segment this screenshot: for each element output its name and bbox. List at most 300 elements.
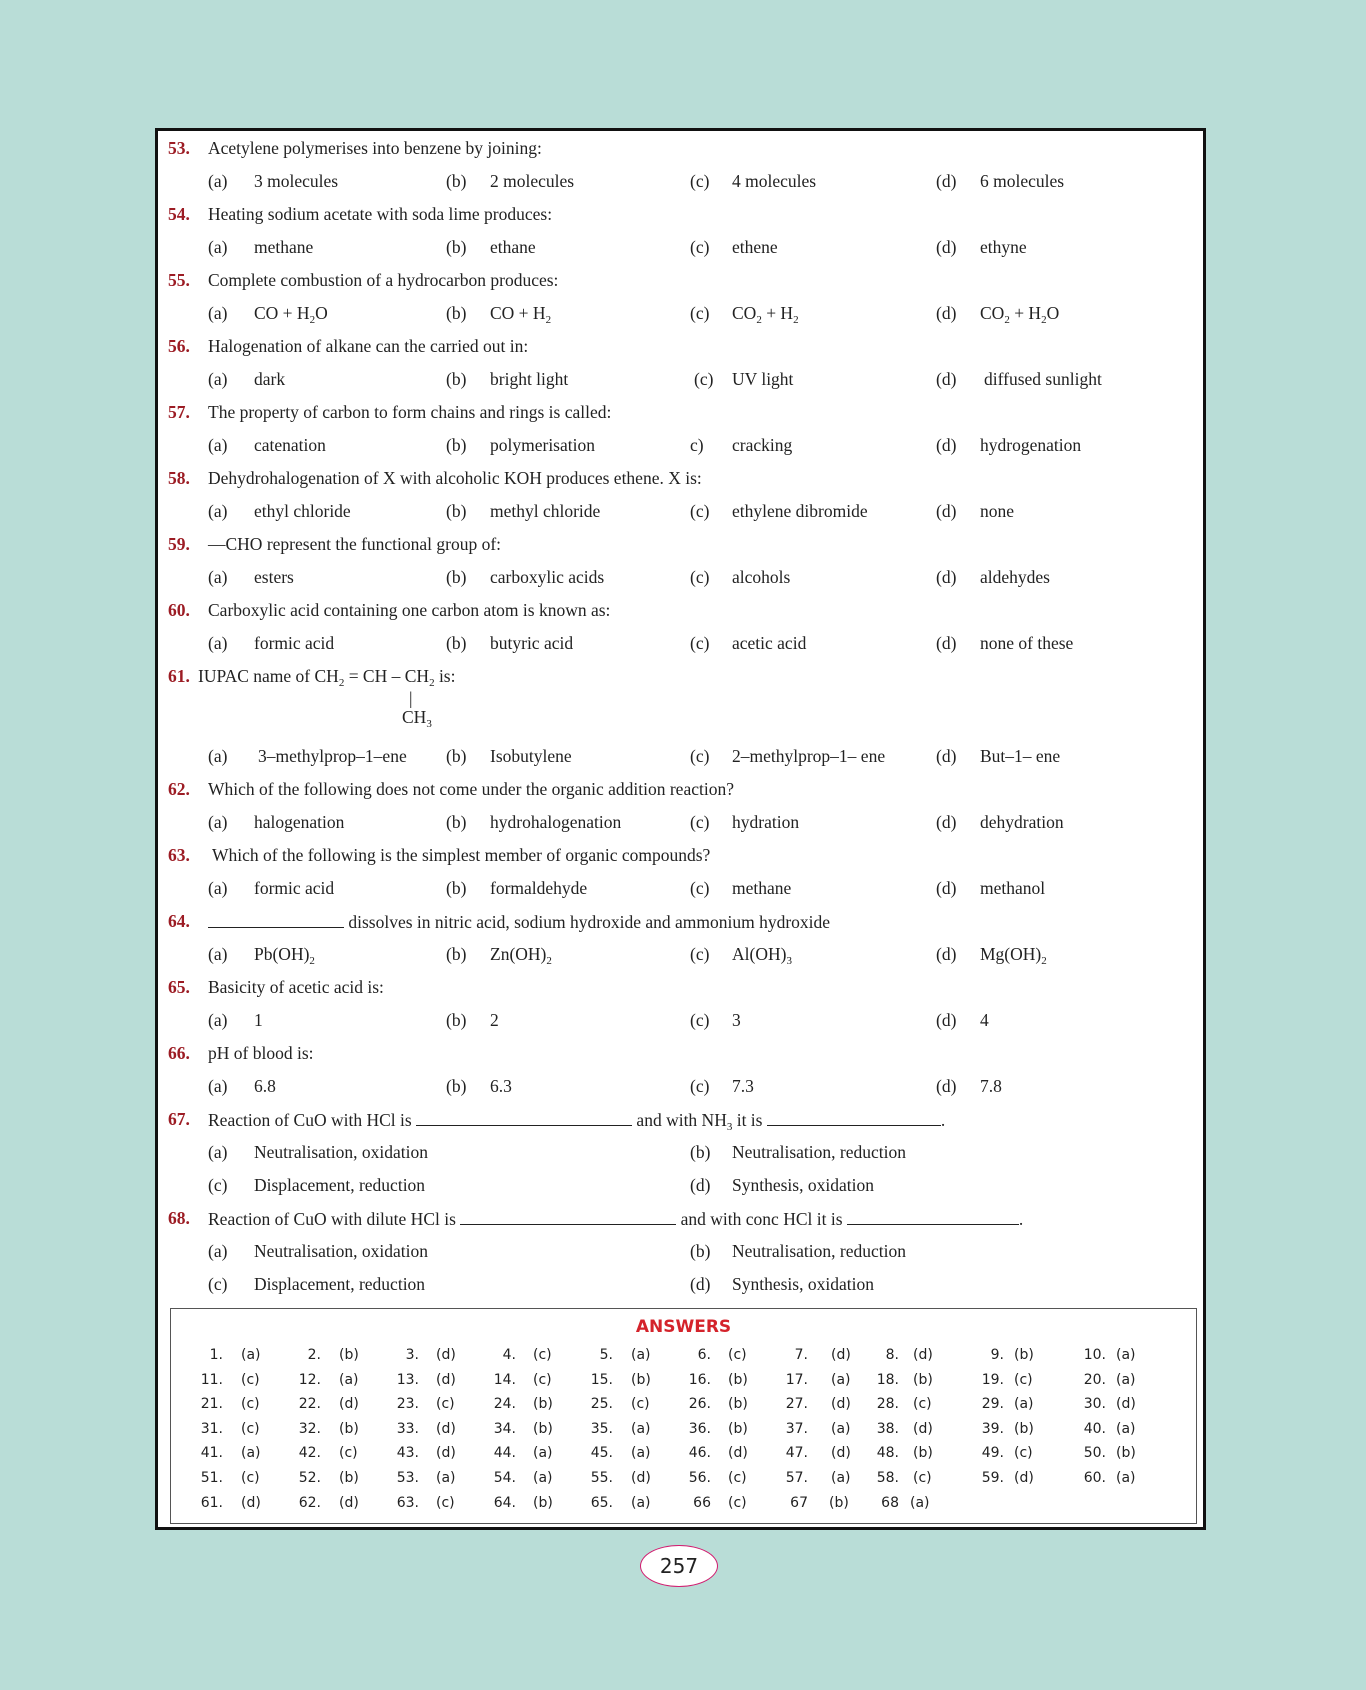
answer-number: 34.: [493, 1420, 516, 1437]
answer-number: 46.: [688, 1445, 711, 1462]
options-row: [158, 435, 1203, 467]
answer-number: 43.: [396, 1445, 419, 1462]
answer-number: 53.: [396, 1470, 419, 1486]
option-label: (c): [690, 633, 710, 653]
option-text: 2: [490, 1010, 499, 1030]
answer-number: 17.: [785, 1371, 808, 1388]
answers-row: [171, 1421, 1196, 1443]
question-text: The property of carbon to form chains and rings is called:: [208, 402, 612, 422]
question-65: [158, 977, 1203, 1009]
answer-choice: (c): [533, 1347, 552, 1363]
question-text: Which of the following does not come under the organic addition reaction?: [208, 779, 734, 799]
option-label: (d): [936, 171, 957, 191]
option-text: Neutralisation, reduction: [732, 1142, 906, 1162]
options-row: [158, 746, 1203, 778]
answer-number: 27.: [785, 1396, 808, 1413]
option-text: bright light: [490, 369, 569, 389]
option-text: formaldehyde: [490, 878, 588, 898]
options-row: [158, 567, 1203, 599]
option-label: (a): [208, 1010, 228, 1030]
option-text: 1: [254, 1010, 263, 1030]
answer-number: 6.: [697, 1347, 711, 1363]
question-68: [158, 1208, 1203, 1240]
option-label: (d): [936, 878, 957, 898]
answer-number: 67: [790, 1494, 808, 1511]
option-text: UV light: [732, 369, 794, 389]
option-label: (d): [936, 237, 957, 257]
answer-choice: (a): [1116, 1347, 1136, 1363]
option-text: $CO_2 + H_2O$: [980, 303, 1060, 326]
options-row: [158, 1010, 1203, 1042]
answer-number: 50.: [1083, 1445, 1106, 1462]
answer-number: 45.: [590, 1445, 613, 1462]
option-text: Neutralisation, reduction: [732, 1241, 906, 1261]
option-text: none: [980, 501, 1015, 521]
question-number: 60.: [168, 600, 190, 620]
answer-choice: (d): [436, 1420, 456, 1437]
answer-number: 14.: [493, 1371, 516, 1388]
answer-choice: (c): [631, 1396, 650, 1413]
question-number: 67.: [168, 1109, 190, 1129]
option-label: (d): [936, 501, 957, 521]
answer-number: 25.: [590, 1396, 613, 1413]
answer-choice: (a): [1116, 1470, 1136, 1486]
option-label: (c): [690, 878, 710, 898]
answer-choice: (c): [728, 1494, 747, 1511]
option-text: 7.8: [980, 1076, 1002, 1096]
answer-number: 7.: [794, 1347, 808, 1363]
option-label: (d): [690, 1274, 711, 1294]
answer-choice: (b): [913, 1445, 933, 1462]
question-number: 57.: [168, 402, 190, 422]
page-number: 257: [640, 1545, 718, 1587]
question-number: 61.: [168, 666, 190, 686]
answer-choice: (a): [436, 1470, 456, 1486]
answer-number: 41.: [200, 1445, 223, 1462]
question-text: Carboxylic acid containing one carbon atom is known as:: [208, 600, 611, 620]
option-text: hydrogenation: [980, 435, 1082, 455]
answers-row: [171, 1396, 1196, 1418]
options-row: [158, 303, 1203, 335]
option-label: (a): [208, 746, 228, 766]
option-text: CO + $H_2$: [490, 303, 552, 326]
option-label: (b): [446, 1076, 467, 1096]
option-text: But–1– ene: [980, 746, 1061, 766]
answer-number: 30.: [1083, 1396, 1106, 1413]
answer-number: 2.: [307, 1347, 321, 1363]
question-text: Dehydrohalogenation of X with alcoholic KOH produces ethene. X is:: [208, 468, 702, 488]
options-row: [158, 1241, 1203, 1273]
option-label: (c): [690, 1076, 710, 1096]
option-label: (b): [446, 944, 467, 964]
question-number: 53.: [168, 138, 190, 158]
option-label: (c): [690, 746, 710, 766]
answer-choice: (c): [913, 1396, 932, 1413]
answer-choice: (c): [436, 1494, 455, 1511]
option-text: Neutralisation, oxidation: [254, 1142, 428, 1162]
question-text: Which of the following is the simplest member of organic compounds?: [212, 845, 711, 865]
option-label: (a): [208, 1076, 228, 1096]
answer-number: 10.: [1083, 1347, 1106, 1363]
answer-number: 1.: [209, 1347, 223, 1363]
option-text: halogenation: [254, 812, 345, 832]
answer-number: 15.: [590, 1371, 613, 1388]
answer-choice: (c): [1014, 1371, 1033, 1388]
option-label: (c): [208, 1274, 228, 1294]
answer-choice: (b): [533, 1494, 553, 1511]
answer-choice: (d): [436, 1347, 456, 1363]
answer-choice: (a): [631, 1445, 651, 1462]
option-label: (a): [208, 567, 228, 587]
option-text: dehydration: [980, 812, 1064, 832]
answer-choice: (d): [631, 1470, 651, 1486]
option-text: Isobutylene: [490, 746, 572, 766]
option-text: 2 molecules: [490, 171, 575, 191]
answer-choice: (a): [631, 1494, 651, 1511]
answer-number: 36.: [688, 1420, 711, 1437]
answer-choice: (d): [831, 1396, 851, 1413]
option-text: 3: [732, 1010, 741, 1030]
question-text: Basicity of acetic acid is:: [208, 977, 384, 997]
option-text: catenation: [254, 435, 326, 455]
question-text: Reaction of CuO with HCl is and with $NH_3$ it is .: [208, 1110, 946, 1133]
answer-number: 54.: [493, 1470, 516, 1486]
option-text: CO + $H_2O$: [254, 303, 328, 326]
answer-number: 33.: [396, 1420, 419, 1437]
options-row: [158, 944, 1203, 976]
option-label: (d): [936, 812, 957, 832]
options-row: [158, 237, 1203, 269]
answers-row: [171, 1470, 1196, 1492]
answer-choice: (a): [1116, 1420, 1136, 1437]
question-number: 66.: [168, 1043, 190, 1063]
option-text: cracking: [732, 435, 793, 455]
answer-number: 35.: [590, 1420, 613, 1437]
answer-choice: (a): [910, 1494, 930, 1511]
answer-number: 52.: [298, 1470, 321, 1486]
option-label: (a): [208, 944, 228, 964]
answer-number: 55.: [590, 1470, 613, 1486]
answer-choice: (d): [728, 1445, 748, 1462]
option-text: methane: [254, 237, 314, 257]
option-text: 2–methylprop–1– ene: [732, 746, 886, 766]
answer-choice: (a): [1014, 1396, 1034, 1413]
question-57: [158, 402, 1203, 434]
option-text: formic acid: [254, 878, 335, 898]
option-label: (c): [690, 303, 710, 323]
answer-choice: (d): [831, 1347, 851, 1363]
option-text: ethane: [490, 237, 536, 257]
answers-row: [171, 1372, 1196, 1394]
question-text: Heating sodium acetate with soda lime produces:: [208, 204, 553, 224]
answer-choice: (b): [533, 1396, 553, 1413]
option-text: aldehydes: [980, 567, 1050, 587]
answer-number: 31.: [200, 1420, 223, 1437]
answer-choice: (c): [1014, 1445, 1033, 1462]
answer-number: 48.: [876, 1445, 899, 1462]
option-text: Synthesis, oxidation: [732, 1175, 874, 1195]
question-text: Reaction of CuO with dilute HCl is and with conc HCl it is .: [208, 1209, 1024, 1229]
question-67: [158, 1109, 1203, 1141]
option-text: Synthesis, oxidation: [732, 1274, 874, 1294]
answer-number: 19.: [981, 1371, 1004, 1388]
option-label: (d): [936, 944, 957, 964]
answer-choice: (b): [339, 1420, 359, 1437]
option-text: 6.8: [254, 1076, 276, 1096]
option-text: 7.3: [732, 1076, 754, 1096]
option-label: (b): [446, 369, 467, 389]
option-label: c): [690, 435, 704, 455]
answer-choice: (d): [831, 1445, 851, 1462]
answer-number: 9.: [990, 1347, 1004, 1363]
option-text: hydrohalogenation: [490, 812, 622, 832]
options-row: [158, 1142, 1203, 1174]
answer-number: 61.: [200, 1494, 223, 1511]
answer-choice: (b): [728, 1420, 748, 1437]
option-label: (c): [690, 944, 710, 964]
question-number: 68.: [168, 1208, 190, 1228]
answer-number: 51.: [200, 1470, 223, 1486]
answer-number: 4.: [502, 1347, 516, 1363]
answer-choice: (b): [829, 1494, 849, 1511]
question-number: 55.: [168, 270, 190, 290]
answer-number: 11.: [200, 1371, 223, 1388]
option-label: (b): [690, 1241, 711, 1261]
option-text: ethene: [732, 237, 778, 257]
option-label: (b): [446, 746, 467, 766]
option-text: 3–methylprop–1–ene: [258, 746, 407, 766]
option-label: (d): [936, 435, 957, 455]
option-label: (b): [446, 501, 467, 521]
answer-number: 23.: [396, 1396, 419, 1413]
answer-number: 56.: [688, 1470, 711, 1486]
answer-choice: (d): [913, 1347, 933, 1363]
option-label: (b): [446, 567, 467, 587]
question-55: [158, 270, 1203, 302]
answer-number: 64.: [493, 1494, 516, 1511]
answer-choice: (b): [728, 1371, 748, 1388]
option-label: (c): [690, 567, 710, 587]
option-label: (c): [694, 369, 714, 389]
option-label: (a): [208, 1241, 228, 1261]
option-label: (c): [690, 171, 710, 191]
options-row: [158, 1175, 1203, 1207]
answer-choice: (c): [913, 1470, 932, 1486]
option-text: Neutralisation, oxidation: [254, 1241, 428, 1261]
question-54: [158, 204, 1203, 236]
option-text: carboxylic acids: [490, 567, 605, 587]
option-label: (a): [208, 369, 228, 389]
answer-choice: (c): [241, 1396, 260, 1413]
option-label: (b): [446, 812, 467, 832]
option-text: dark: [254, 369, 286, 389]
option-label: (b): [446, 237, 467, 257]
answer-choice: (a): [339, 1371, 359, 1388]
answer-number: 37.: [785, 1420, 808, 1437]
option-label: (a): [208, 812, 228, 832]
answer-choice: (b): [1014, 1420, 1034, 1437]
answer-number: 38.: [876, 1420, 899, 1437]
option-label: (c): [690, 237, 710, 257]
option-text: hydration: [732, 812, 800, 832]
option-label: (d): [936, 303, 957, 323]
question-59: [158, 534, 1203, 566]
option-label: (d): [936, 746, 957, 766]
answer-number: 22.: [298, 1396, 321, 1413]
option-label: (a): [208, 878, 228, 898]
option-text: ethyl chloride: [254, 501, 351, 521]
question-page: [155, 128, 1206, 1530]
question-text: IUPAC name of $CH_2$ = CH – $CH_2$ is:: [198, 666, 456, 689]
answer-choice: (b): [339, 1470, 359, 1486]
option-label: (a): [208, 633, 228, 653]
question-text: —CHO represent the functional group of:: [208, 534, 502, 554]
option-text: none of these: [980, 633, 1074, 653]
answer-number: 16.: [688, 1371, 711, 1388]
answer-number: 29.: [981, 1396, 1004, 1413]
option-label: (b): [446, 303, 467, 323]
answers-row: [171, 1347, 1196, 1369]
option-text: 6 molecules: [980, 171, 1065, 191]
options-row: [158, 1076, 1203, 1108]
options-row: [158, 369, 1203, 401]
option-text: diffused sunlight: [984, 369, 1102, 389]
option-label: (b): [446, 878, 467, 898]
option-text: alcohols: [732, 567, 791, 587]
question-text: pH of blood is:: [208, 1043, 314, 1063]
answer-choice: (b): [728, 1396, 748, 1413]
question-number: 64.: [168, 911, 190, 931]
question-56: [158, 336, 1203, 368]
answer-number: 12.: [298, 1371, 321, 1388]
answers-box: [170, 1308, 1197, 1524]
option-text: 3 molecules: [254, 171, 339, 191]
answer-choice: (b): [631, 1371, 651, 1388]
answer-choice: (a): [631, 1347, 651, 1363]
answer-number: 13.: [396, 1371, 419, 1388]
option-label: (d): [936, 567, 957, 587]
option-text: methyl chloride: [490, 501, 601, 521]
answer-choice: (a): [831, 1470, 851, 1486]
option-label: (c): [690, 501, 710, 521]
option-label: (b): [446, 633, 467, 653]
options-row: [158, 878, 1203, 910]
question-58: [158, 468, 1203, 500]
answers-row: [171, 1445, 1196, 1467]
answer-number: 42.: [298, 1445, 321, 1462]
answer-choice: (c): [728, 1470, 747, 1486]
answer-number: 68: [881, 1494, 899, 1511]
question-number: 62.: [168, 779, 190, 799]
option-text: 6.3: [490, 1076, 512, 1096]
option-label: (a): [208, 171, 228, 191]
answer-choice: (a): [241, 1445, 261, 1462]
option-label: (a): [208, 501, 228, 521]
answer-number: 32.: [298, 1420, 321, 1437]
option-text: $Pb(OH)_2$: [254, 944, 315, 967]
answer-choice: (b): [1116, 1445, 1136, 1462]
options-row: [158, 501, 1203, 533]
question-number: 58.: [168, 468, 190, 488]
answer-number: 60.: [1083, 1470, 1106, 1486]
answer-number: 59.: [981, 1470, 1004, 1486]
answer-number: 21.: [200, 1396, 223, 1413]
option-label: (a): [208, 237, 228, 257]
option-label: (b): [446, 435, 467, 455]
option-text: esters: [254, 567, 294, 587]
question-number: 65.: [168, 977, 190, 997]
answer-number: 5.: [599, 1347, 613, 1363]
answer-choice: (c): [241, 1371, 260, 1388]
option-text: $Mg(OH)_2$: [980, 944, 1047, 967]
option-text: methane: [732, 878, 792, 898]
answer-choice: (a): [831, 1420, 851, 1437]
option-label: (c): [690, 812, 710, 832]
answer-choice: (c): [533, 1371, 552, 1388]
answer-choice: (d): [339, 1396, 359, 1413]
option-label: (d): [690, 1175, 711, 1195]
answer-choice: (d): [1116, 1396, 1136, 1413]
option-label: (d): [936, 633, 957, 653]
option-text: ethylene dibromide: [732, 501, 868, 521]
answer-choice: (d): [1014, 1470, 1034, 1486]
options-row: [158, 633, 1203, 665]
option-label: (a): [208, 435, 228, 455]
option-text: 4 molecules: [732, 171, 817, 191]
answer-choice: (a): [533, 1470, 553, 1486]
answer-choice: (d): [436, 1445, 456, 1462]
answer-number: 8.: [885, 1347, 899, 1363]
question-60: [158, 600, 1203, 632]
answer-choice: (a): [241, 1347, 261, 1363]
answer-number: 65.: [590, 1494, 613, 1511]
option-label: (a): [208, 1142, 228, 1162]
question-text: Complete combustion of a hydrocarbon produces:: [208, 270, 559, 290]
answer-choice: (c): [241, 1420, 260, 1437]
option-label: (b): [690, 1142, 711, 1162]
question-number: 59.: [168, 534, 190, 554]
option-text: methanol: [980, 878, 1046, 898]
answer-choice: (c): [436, 1396, 455, 1413]
answer-number: 62.: [298, 1494, 321, 1511]
question-text: Acetylene polymerises into benzene by joining:: [208, 138, 542, 158]
question-text: dissolves in nitric acid, sodium hydroxide and ammonium hydroxide: [208, 911, 830, 932]
question-63: [158, 845, 1203, 877]
answer-choice: (a): [1116, 1371, 1136, 1388]
question-62: [158, 779, 1203, 811]
answer-number: 66: [693, 1494, 711, 1511]
option-label: (d): [936, 1076, 957, 1096]
answer-choice: (a): [533, 1445, 553, 1462]
answer-choice: (c): [339, 1445, 358, 1462]
answers-row: [171, 1495, 1196, 1517]
option-text: Displacement, reduction: [254, 1175, 426, 1195]
answer-choice: (c): [728, 1347, 747, 1363]
option-label: (b): [446, 1010, 467, 1030]
answer-choice: (b): [913, 1371, 933, 1388]
answer-number: 40.: [1083, 1420, 1106, 1437]
answer-number: 47.: [785, 1445, 808, 1462]
options-row: [158, 812, 1203, 844]
answer-choice: (d): [436, 1371, 456, 1388]
option-text: butyric acid: [490, 633, 574, 653]
question-number: 63.: [168, 845, 190, 865]
answer-number: 24.: [493, 1396, 516, 1413]
option-text: ethyne: [980, 237, 1027, 257]
question-64: [158, 911, 1203, 943]
answer-number: 18.: [876, 1371, 899, 1388]
answer-choice: (b): [1014, 1347, 1034, 1363]
